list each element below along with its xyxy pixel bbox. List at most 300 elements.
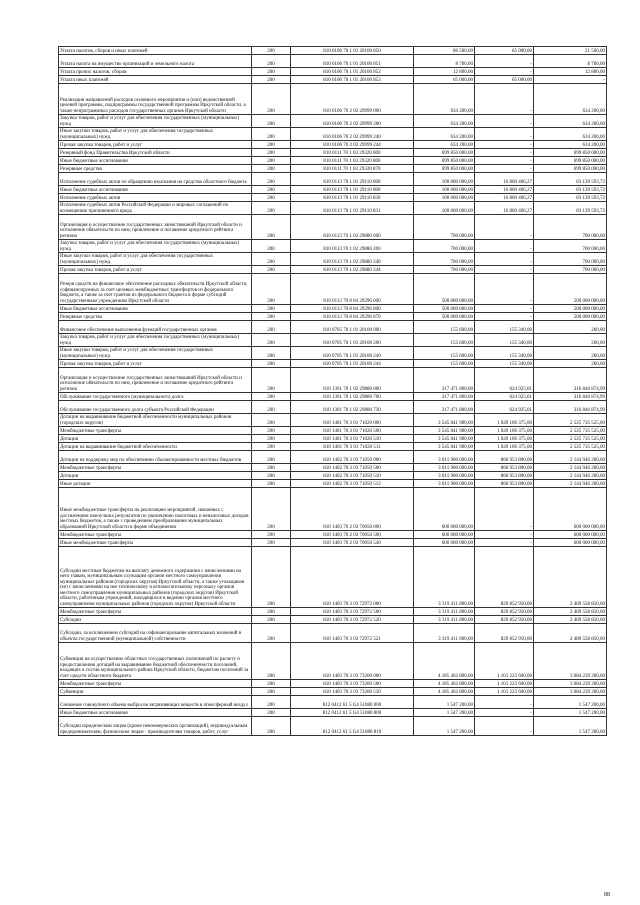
table-row [59, 680, 607, 688]
row-executed: - [475, 149, 534, 157]
table-row [59, 531, 607, 539]
row-executed: 65 000,00 [475, 47, 534, 55]
row-executed: - [475, 55, 534, 68]
table-row [59, 443, 607, 451]
row-approved: 155 600,00 [414, 334, 475, 347]
row-executed: 155 340,00 [475, 334, 534, 347]
row-unexecuted: 2 525 735 525,00 [534, 443, 607, 451]
row-budget-code: 810 0113 70 1 01 29110 800 [291, 186, 414, 194]
row-budget-code: 810 0113 70 8 04 29296 870 [291, 313, 414, 321]
row-line-code: 200 [252, 464, 291, 472]
row-approved: 3 011 900 000,00 [414, 451, 475, 464]
row-budget-code: 810 0113 70 8 04 29296 000 [291, 274, 414, 305]
row-name: Обслуживание государственного долга субъекта Российской Федерации [59, 401, 252, 414]
row-approved: 86 500,00 [414, 47, 475, 55]
row-budget-code: 812 0412 61 5 G4 51080 810 [291, 717, 414, 736]
row-budget-code: 810 0705 70 1 01 20100 200 [291, 334, 414, 347]
row-approved: 317 471 800,00 [414, 393, 475, 401]
row-unexecuted: 83 139 593,73 [534, 202, 607, 215]
row-approved: 3 545 841 900,00 [414, 414, 475, 427]
table-row [59, 709, 607, 717]
row-name: Исполнение судебных актов [59, 194, 252, 202]
row-unexecuted: 634 200,00 [534, 128, 607, 141]
row-line-code: 200 [252, 472, 291, 480]
row-executed: - [475, 215, 534, 240]
row-approved: 317 471 800,00 [414, 368, 475, 393]
row-approved: 500 000 000,00 [414, 305, 475, 313]
table-row [59, 539, 607, 547]
row-line-code: 200 [252, 443, 291, 451]
row-name: Межбюджетные трансферты [59, 680, 252, 688]
row-unexecuted: 3 084 239 200,00 [534, 680, 607, 688]
row-name: Резервный фонд Правительства Иркутской области [59, 149, 252, 157]
table-row [59, 401, 607, 414]
row-name: Субвенции [59, 688, 252, 696]
row-executed: - [475, 240, 534, 253]
row-executed: 866 953 800,00 [475, 451, 534, 464]
row-approved: 155 600,00 [414, 321, 475, 334]
row-name: Дотации на поддержку мер по обеспечению сбалансированности местных бюджетов [59, 451, 252, 464]
row-budget-code: 810 1403 70 3 03 73200 530 [291, 688, 414, 696]
row-approved: 3 011 900 000,00 [414, 472, 475, 480]
row-name: Организация и осуществление государственных заимствований Иркутской области и исполнение обязательств по ним, привлечение и погашение кредитного рейтинга региона [59, 215, 252, 240]
row-line-code: 200 [252, 709, 291, 717]
row-unexecuted: 260,00 [534, 360, 607, 368]
row-unexecuted: 500 000 000,00 [534, 305, 607, 313]
row-budget-code: 810 1401 70 3 01 71020 500 [291, 427, 414, 435]
table-row [59, 115, 607, 128]
row-budget-code: 810 0113 70 1 02 29880 244 [291, 266, 414, 274]
row-executed: - [475, 305, 534, 313]
row-approved: 500 000 000,00 [414, 274, 475, 305]
row-approved: 12 800,00 [414, 68, 475, 76]
row-name: Иные закупки товаров, работ и услуг для обеспечения государственных (муниципальных) нужд [59, 347, 252, 360]
row-name: Иные межбюджетные трансферты [59, 539, 252, 547]
row-unexecuted: 83 139 593,73 [534, 173, 607, 186]
row-name: Иные дотации [59, 480, 252, 488]
row-unexecuted: 2 144 946 200,00 [534, 480, 607, 488]
row-executed: - [475, 68, 534, 76]
row-line-code: 200 [252, 186, 291, 194]
row-line-code: 200 [252, 157, 291, 165]
row-budget-code: 812 0412 61 5 G4 51080 800 [291, 709, 414, 717]
row-executed: - [475, 274, 534, 305]
row-unexecuted: 3 084 239 200,00 [534, 688, 607, 696]
row-line-code: 200 [252, 76, 291, 84]
row-name: Уплата иных платежей [59, 76, 252, 84]
row-executed: - [475, 709, 534, 717]
row-name: Иные закупки товаров, работ и услуг для обеспечения государственных (муниципальных) нужд [59, 128, 252, 141]
row-unexecuted: 699 850 000,00 [534, 157, 607, 165]
row-executed: 1 020 106 375,00 [475, 414, 534, 427]
row-name: Иные бюджетные ассигнования [59, 157, 252, 165]
row-executed: 155 340,00 [475, 360, 534, 368]
row-budget-code: 810 0106 70 1 01 20100 851 [291, 55, 414, 68]
row-budget-code: 810 0106 70 1 01 20100 853 [291, 76, 414, 84]
row-executed: - [475, 141, 534, 149]
row-unexecuted: 316 846 874,99 [534, 368, 607, 393]
row-budget-code: 810 0113 70 8 04 29296 800 [291, 305, 414, 313]
row-executed: 624 925,01 [475, 393, 534, 401]
row-name: Организация и осуществление государственных заимствований Иркутской области и исполнение обязательств по ним, привлечение и погашение кредитного рейтинга региона [59, 368, 252, 393]
row-budget-code: 810 0106 70 2 02 29999 200 [291, 115, 414, 128]
row-approved: 700 000,00 [414, 240, 475, 253]
row-line-code: 200 [252, 334, 291, 347]
row-approved: 317 471 800,00 [414, 401, 475, 414]
row-line-code: 200 [252, 202, 291, 215]
row-budget-code: 810 0106 70 1 01 20100 852 [291, 68, 414, 76]
row-name: Дотации на выравнивание бюджетной обеспеченности муниципальных районов (городских округов) [59, 414, 252, 427]
row-approved: 700 000,00 [414, 215, 475, 240]
row-executed: - [475, 128, 534, 141]
row-line-code: 200 [252, 368, 291, 393]
row-executed: 16 860 406,27 [475, 173, 534, 186]
row-name: Межбюджетные трансферты [59, 427, 252, 435]
table-row [59, 616, 607, 624]
row-executed: - [475, 115, 534, 128]
row-executed: - [475, 157, 534, 165]
table-row [59, 321, 607, 334]
row-unexecuted: 1 547 200,00 [534, 696, 607, 709]
row-name: Уплата налогов, сборов и иных платежей [59, 47, 252, 55]
row-unexecuted: 260,00 [534, 334, 607, 347]
table-row [59, 414, 607, 427]
row-name: Дотации [59, 472, 252, 480]
row-budget-code: 810 0113 70 1 02 29880 200 [291, 240, 414, 253]
row-line-code: 200 [252, 427, 291, 435]
row-unexecuted: 600 000 000,00 [534, 488, 607, 531]
row-executed: 1 101 223 600,00 [475, 680, 534, 688]
row-budget-code: 810 0705 70 1 01 20100 244 [291, 360, 414, 368]
row-line-code: 200 [252, 539, 291, 547]
row-name: Финансовое обеспечение выполнения функций государственных органов [59, 321, 252, 334]
row-budget-code: 810 1403 70 2 03 70050 000 [291, 488, 414, 531]
table-row [59, 141, 607, 149]
row-approved: 699 850 000,00 [414, 149, 475, 157]
row-approved: 100 000 000,00 [414, 173, 475, 186]
row-unexecuted: 1 547 200,00 [534, 709, 607, 717]
row-unexecuted: 316 846 874,99 [534, 401, 607, 414]
table-row [59, 427, 607, 435]
row-line-code: 200 [252, 313, 291, 321]
row-executed: 624 925,01 [475, 401, 534, 414]
row-line-code: 200 [252, 435, 291, 443]
table-row [59, 173, 607, 186]
row-line-code: 200 [252, 215, 291, 240]
row-unexecuted: 2 144 946 200,00 [534, 451, 607, 464]
row-unexecuted: 700 000,00 [534, 266, 607, 274]
row-line-code: 200 [252, 165, 291, 173]
row-executed: 866 953 800,00 [475, 464, 534, 472]
row-approved: 699 850 000,00 [414, 165, 475, 173]
table-row [59, 165, 607, 173]
row-unexecuted: 8 700,00 [534, 55, 607, 68]
row-unexecuted: 3 084 239 200,00 [534, 643, 607, 680]
row-line-code: 200 [252, 68, 291, 76]
row-line-code: 200 [252, 321, 291, 334]
row-unexecuted: 2 489 558 850,00 [534, 616, 607, 624]
row-budget-code: 810 1301 70 1 02 29880 000 [291, 368, 414, 393]
row-executed: 16 860 406,27 [475, 186, 534, 194]
row-budget-code: 810 0113 70 1 01 29110 830 [291, 194, 414, 202]
table-row [59, 202, 607, 215]
row-name: Исполнение судебных актов по обращению взыскания на средства областного бюджета [59, 173, 252, 186]
table-row [59, 717, 607, 736]
row-unexecuted: 700 000,00 [534, 240, 607, 253]
row-budget-code: 810 1403 70 3 03 72972 500 [291, 608, 414, 616]
row-line-code: 200 [252, 240, 291, 253]
row-unexecuted: 634 200,00 [534, 141, 607, 149]
row-line-code: 200 [252, 680, 291, 688]
row-name: Резерв средств на финансовое обеспечение расходных обязательств Иркутской области, софинансируемых за счет целевых межбюджетных трансфертов из федерального бюджета, а также за счет грантов из федерального бюджета в форме субсидий государственным учреждениям Иркутской области [59, 274, 252, 305]
row-name: Субсидии местным бюджетам на выплату денежного содержания с начислениями на него главам, муниципальным служащим органов местного самоуправления муниципальных районов (городских округов) Иркутской области, а также угольщиков (ее) с начислениями на нее техническому и вспомогательному персоналу органов местного самоуправления муниципальных районов (городских округов) Иркутской области, работникам учреждений, находящихся в ведении органов местного самоуправления муниципальных районов (городских округов) Иркутской области [59, 547, 252, 608]
budget-execution-table [58, 46, 607, 736]
row-name: Уплата прочих налогов, сборов [59, 68, 252, 76]
row-name: Иные бюджетные ассигнования [59, 186, 252, 194]
row-line-code: 200 [252, 643, 291, 680]
row-executed: - [475, 84, 534, 115]
row-approved: 3 545 841 900,00 [414, 443, 475, 451]
row-name: Иные закупки товаров, работ и услуг для обеспечения государственных (муниципальных) нужд [59, 253, 252, 266]
row-budget-code: 810 1402 70 3 03 71050 510 [291, 472, 414, 480]
row-budget-code: 810 1301 70 1 02 29880 730 [291, 401, 414, 414]
row-line-code: 200 [252, 480, 291, 488]
row-budget-code: 810 0113 70 1 01 29110 831 [291, 202, 414, 215]
table-row [59, 47, 607, 55]
row-unexecuted: 260,00 [534, 321, 607, 334]
row-budget-code: 810 0111 70 1 03 29320 000 [291, 149, 414, 157]
row-executed: 1 020 106 375,00 [475, 443, 534, 451]
row-line-code: 200 [252, 401, 291, 414]
row-line-code: 200 [252, 547, 291, 608]
table-row [59, 696, 607, 709]
row-approved: 3 011 900 000,00 [414, 464, 475, 472]
row-line-code: 200 [252, 274, 291, 305]
row-line-code: 200 [252, 696, 291, 709]
row-approved: 500 000 000,00 [414, 313, 475, 321]
row-approved: 600 000 000,00 [414, 539, 475, 547]
row-line-code: 200 [252, 488, 291, 531]
row-budget-code: 812 0412 61 5 G4 51080 000 [291, 696, 414, 709]
row-executed: 1 101 223 600,00 [475, 643, 534, 680]
row-line-code: 200 [252, 414, 291, 427]
row-line-code: 200 [252, 128, 291, 141]
row-name: Субсидии [59, 616, 252, 624]
row-executed: 829 852 950,00 [475, 616, 534, 624]
row-approved: 8 700,00 [414, 55, 475, 68]
row-executed: - [475, 531, 534, 539]
row-name: Прочая закупка товаров, работ и услуг [59, 266, 252, 274]
table-row [59, 643, 607, 680]
row-executed: 866 953 800,00 [475, 480, 534, 488]
row-executed: 65 000,00 [475, 76, 534, 84]
table-row [59, 266, 607, 274]
row-unexecuted: 700 000,00 [534, 253, 607, 266]
row-name: Резервные средства [59, 165, 252, 173]
row-name: Прочая закупка товаров, работ и услуг [59, 141, 252, 149]
row-approved: 634 200,00 [414, 115, 475, 128]
row-executed: - [475, 266, 534, 274]
row-budget-code: 810 0113 70 1 02 29880 240 [291, 253, 414, 266]
table-row [59, 157, 607, 165]
row-unexecuted: 1 547 200,00 [534, 717, 607, 736]
row-name: Иные бюджетные ассигнования [59, 709, 252, 717]
row-approved: 600 000 000,00 [414, 531, 475, 539]
row-unexecuted: 2 489 558 850,00 [534, 608, 607, 616]
row-executed: - [475, 488, 534, 531]
table-row [59, 240, 607, 253]
row-name: Снижение совокупного объема выбросов загрязняющих веществ в атмосферный воздух [59, 696, 252, 709]
row-line-code: 200 [252, 141, 291, 149]
row-budget-code: 810 1301 70 1 02 29880 700 [291, 393, 414, 401]
row-budget-code: 810 1403 70 3 03 72972 000 [291, 547, 414, 608]
row-line-code: 200 [252, 55, 291, 68]
row-approved: 700 000,00 [414, 253, 475, 266]
budget-table-sheet [58, 46, 605, 736]
table-row [59, 393, 607, 401]
table-row [59, 68, 607, 76]
row-unexecuted: 700 000,00 [534, 215, 607, 240]
row-executed: 866 953 800,00 [475, 472, 534, 480]
row-unexecuted: 2 144 946 200,00 [534, 472, 607, 480]
row-line-code: 200 [252, 608, 291, 616]
table-row [59, 305, 607, 313]
row-name: Дотации на выравнивание бюджетной обеспеченности [59, 443, 252, 451]
row-budget-code: 810 1403 70 3 03 72972 521 [291, 624, 414, 643]
table-row [59, 128, 607, 141]
table-row [59, 688, 607, 696]
row-executed: 16 860 406,27 [475, 194, 534, 202]
row-executed: 155 340,00 [475, 321, 534, 334]
row-unexecuted: 2 525 735 525,00 [534, 435, 607, 443]
table-row [59, 334, 607, 347]
row-unexecuted: - [534, 76, 607, 84]
table-row [59, 464, 607, 472]
row-executed: - [475, 717, 534, 736]
row-line-code: 200 [252, 717, 291, 736]
row-name: Межбюджетные трансферты [59, 531, 252, 539]
row-name: Субвенции на осуществление областных государственных полномочий по расчету и предоставлению дотаций на выравнивание бюджетной обеспеченности поселений, входящих в состав муниципального района Иркутской области, бюджетам поселений за счет средств областного бюджета [59, 643, 252, 680]
row-unexecuted: 2 489 558 850,00 [534, 624, 607, 643]
row-approved: 155 600,00 [414, 347, 475, 360]
row-unexecuted: 699 850 000,00 [534, 165, 607, 173]
row-executed: 1 020 106 375,00 [475, 435, 534, 443]
row-budget-code: 810 0705 70 1 01 20100 240 [291, 347, 414, 360]
row-approved: 600 000 000,00 [414, 488, 475, 531]
budget-table-body [59, 47, 607, 736]
row-executed: - [475, 539, 534, 547]
row-unexecuted: 83 139 593,73 [534, 186, 607, 194]
row-executed: - [475, 313, 534, 321]
row-name: Межбюджетные трансферты [59, 608, 252, 616]
row-name: Реализация направлений расходов основного мероприятия и (или) ведомственной целевой программы, подпрограммы государственной программы Иркутской области, а также непрограммных расходов государственных органов Иркутской области [59, 84, 252, 115]
table-row [59, 186, 607, 194]
row-executed: - [475, 165, 534, 173]
row-name: Закупка товаров, работ и услуг для обеспечения государственных (муниципальных) нужд [59, 240, 252, 253]
row-executed: - [475, 253, 534, 266]
row-approved: 3 319 411 800,00 [414, 547, 475, 608]
row-line-code: 200 [252, 173, 291, 186]
row-budget-code: 810 0106 70 2 02 29999 240 [291, 128, 414, 141]
row-unexecuted: 2 144 946 200,00 [534, 464, 607, 472]
table-row [59, 347, 607, 360]
table-row [59, 608, 607, 616]
row-budget-code: 810 1403 70 2 03 70050 540 [291, 539, 414, 547]
table-row [59, 149, 607, 157]
row-name: Субсидии, за исключением субсидий на софинансирование капитальных вложений в объекты государственной (муниципальной) собственности [59, 624, 252, 643]
row-unexecuted: 21 500,00 [534, 47, 607, 55]
row-executed: 624 925,01 [475, 368, 534, 393]
row-budget-code: 810 1402 70 3 03 71050 512 [291, 480, 414, 488]
row-approved: 699 850 000,00 [414, 157, 475, 165]
row-executed: 829 852 950,00 [475, 608, 534, 616]
row-approved: 1 547 200,00 [414, 717, 475, 736]
row-unexecuted: 2 525 735 525,00 [534, 427, 607, 435]
row-unexecuted: 316 846 874,99 [534, 393, 607, 401]
row-line-code: 200 [252, 531, 291, 539]
row-budget-code: 810 0106 70 1 01 20100 850 [291, 47, 414, 55]
row-unexecuted: 600 000 000,00 [534, 531, 607, 539]
table-row [59, 55, 607, 68]
row-line-code: 200 [252, 624, 291, 643]
table-row [59, 547, 607, 608]
row-budget-code: 810 0111 70 1 03 29320 870 [291, 165, 414, 173]
row-approved: 3 545 841 900,00 [414, 435, 475, 443]
table-row [59, 472, 607, 480]
row-budget-code: 810 0111 70 1 03 29320 800 [291, 157, 414, 165]
row-name: Субсидии юридическим лицам (кроме некоммерческих организаций), индивидуальным предпринимателям, физическим лицам - производителям товаров, работ, услуг [59, 717, 252, 736]
row-budget-code: 810 0106 70 2 02 29999 244 [291, 141, 414, 149]
row-line-code: 200 [252, 616, 291, 624]
row-budget-code: 810 1403 70 2 03 70050 500 [291, 531, 414, 539]
row-approved: 100 000 000,00 [414, 186, 475, 194]
table-row [59, 253, 607, 266]
row-name: Обслуживание государственного (муниципального) долга [59, 393, 252, 401]
row-approved: 3 319 411 800,00 [414, 616, 475, 624]
table-row [59, 313, 607, 321]
row-line-code: 200 [252, 47, 291, 55]
row-approved: 65 000,00 [414, 76, 475, 84]
row-line-code: 200 [252, 194, 291, 202]
row-budget-code: 810 0113 70 1 02 29880 000 [291, 215, 414, 240]
row-executed: 1 101 223 600,00 [475, 688, 534, 696]
row-executed: 16 860 406,27 [475, 202, 534, 215]
row-approved: 634 200,00 [414, 84, 475, 115]
row-unexecuted: 83 139 593,73 [534, 194, 607, 202]
table-row [59, 368, 607, 393]
row-line-code: 200 [252, 688, 291, 696]
row-name: Дотации [59, 435, 252, 443]
row-budget-code: 810 1401 70 3 01 71020 000 [291, 414, 414, 427]
row-executed: 829 852 950,00 [475, 624, 534, 643]
row-approved: 1 547 200,00 [414, 696, 475, 709]
row-line-code: 200 [252, 347, 291, 360]
row-approved: 4 185 462 800,00 [414, 643, 475, 680]
row-budget-code: 810 1401 70 3 01 71020 510 [291, 435, 414, 443]
row-line-code: 200 [252, 305, 291, 313]
row-budget-code: 810 1402 70 3 03 71050 000 [291, 451, 414, 464]
row-executed: 829 852 950,00 [475, 547, 534, 608]
row-line-code: 200 [252, 266, 291, 274]
row-budget-code: 810 1403 70 3 03 72972 520 [291, 616, 414, 624]
row-budget-code: 810 1403 70 3 03 73200 000 [291, 643, 414, 680]
row-name: Исполнение судебных актов Российской Федерации и мировых соглашений по возмещению причиненного вреда [59, 202, 252, 215]
row-budget-code: 810 1401 70 3 01 71020 511 [291, 443, 414, 451]
row-name: Иные межбюджетные трансферты на реализацию мероприятий, связанных с достижением наилучших результатов по увеличению налоговых и неналоговых доходов местных бюджетов, а также с проведением преобразования муниципальных образований Иркутской области в форме объединения [59, 488, 252, 531]
page-number: 88 [604, 892, 610, 898]
row-unexecuted: 500 000 000,00 [534, 313, 607, 321]
row-unexecuted: 260,00 [534, 347, 607, 360]
